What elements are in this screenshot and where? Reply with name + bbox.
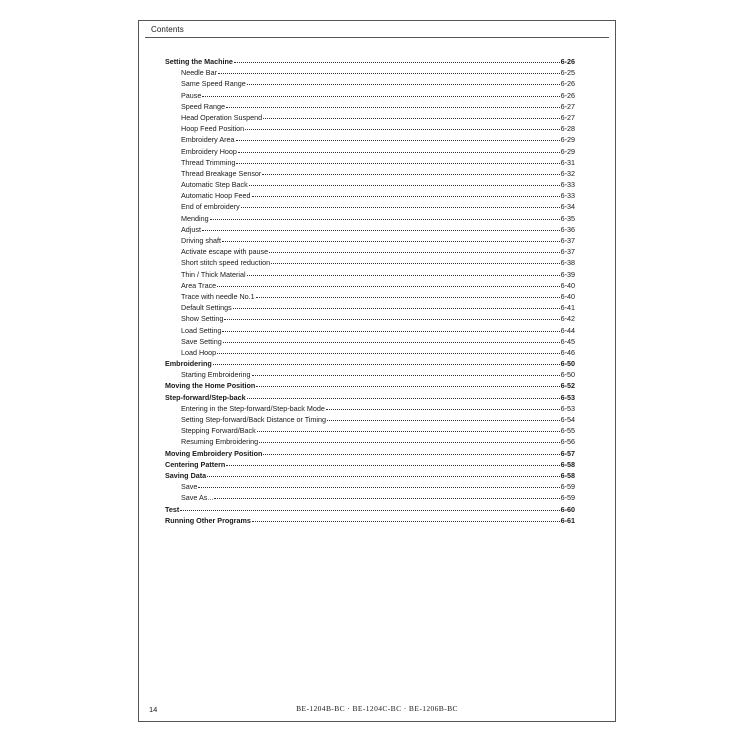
toc-leader-dots xyxy=(247,269,560,276)
toc-entry-title: Embroidery Hoop xyxy=(181,146,237,156)
toc-entry-page: 6-27 xyxy=(560,101,575,111)
toc-entry-title: Adjust xyxy=(181,224,201,234)
toc-subsection-entry[interactable] xyxy=(165,179,575,190)
toc-entry-page: 6-32 xyxy=(560,168,575,178)
toc-subsection-entry[interactable] xyxy=(165,302,575,313)
toc-entry-title: Activate escape with pause xyxy=(181,247,269,257)
toc-entry-page: 6-60 xyxy=(560,504,575,514)
toc-entry-title: Resuming Embroidering xyxy=(181,437,259,447)
toc-subsection-entry[interactable] xyxy=(165,280,575,291)
footer-page-number: 14 xyxy=(149,705,158,714)
toc-entry-page: 6-56 xyxy=(560,437,575,447)
toc-entry-title: Centering Pattern xyxy=(165,459,226,469)
toc-entry-page: 6-28 xyxy=(560,124,575,134)
toc-subsection-entry[interactable] xyxy=(165,168,575,179)
toc-entry-title: Area Trace xyxy=(181,280,217,290)
toc-subsection-entry[interactable] xyxy=(165,492,575,503)
toc-entry-page: 6-52 xyxy=(560,381,575,391)
toc-entry-title: Pause xyxy=(181,90,202,100)
toc-entry-title: Entering in the Step-forward/Step-back Mode xyxy=(181,403,325,413)
toc-subsection-entry[interactable] xyxy=(165,78,575,89)
toc-leader-dots xyxy=(224,313,559,320)
toc-entry-page: 6-27 xyxy=(560,112,575,122)
toc-leader-dots xyxy=(263,448,559,455)
toc-entry-page: 6-33 xyxy=(560,180,575,190)
toc-entry-page: 6-58 xyxy=(560,459,575,469)
toc-leader-dots xyxy=(217,280,559,287)
toc-leader-dots xyxy=(256,291,560,298)
toc-entry-title: Automatic Step Back xyxy=(181,180,248,190)
toc-subsection-entry[interactable] xyxy=(165,213,575,224)
toc-leader-dots xyxy=(252,515,560,522)
toc-leader-dots xyxy=(226,459,559,466)
toc-leader-dots xyxy=(233,302,560,309)
toc-entry-title: Save As... xyxy=(181,493,214,503)
toc-leader-dots xyxy=(207,470,559,477)
toc-subsection-entry[interactable] xyxy=(165,291,575,302)
toc-section-entry[interactable] xyxy=(165,392,575,403)
toc-subsection-entry[interactable] xyxy=(165,257,575,268)
toc-entry-title: Show Setting xyxy=(181,314,224,324)
toc-entry-page: 6-58 xyxy=(560,470,575,480)
toc-entry-page: 6-54 xyxy=(560,415,575,424)
toc-entry-title: Stepping Forward/Back xyxy=(181,426,256,436)
toc-entry-page: 6-29 xyxy=(560,146,575,156)
header-divider xyxy=(145,37,609,38)
toc-entry-title: Load Setting xyxy=(181,325,222,335)
toc-entry-page: 6-36 xyxy=(560,224,575,234)
toc-leader-dots xyxy=(214,492,559,499)
toc-section-entry[interactable] xyxy=(165,358,575,369)
toc-leader-dots xyxy=(252,190,560,197)
toc-entry-title: Embroidery Area xyxy=(181,135,235,145)
toc-leader-dots xyxy=(202,90,559,97)
toc-entry-page: 6-42 xyxy=(560,314,575,324)
toc-entry-page: 6-26 xyxy=(560,79,575,89)
toc-subsection-entry[interactable] xyxy=(165,235,575,246)
toc-subsection-entry[interactable] xyxy=(165,201,575,212)
toc-subsection-entry[interactable] xyxy=(165,414,575,425)
toc-subsection-entry[interactable] xyxy=(165,336,575,347)
toc-subsection-entry[interactable] xyxy=(165,90,575,101)
toc-leader-dots xyxy=(218,67,560,74)
toc-entry-page: 6-37 xyxy=(560,247,575,257)
toc-entry-page: 6-53 xyxy=(560,392,575,402)
toc-leader-dots xyxy=(180,504,559,511)
toc-entry-title: Trace with needle No.1 xyxy=(181,291,255,301)
toc-leader-dots xyxy=(252,369,560,376)
toc-entry-page: 6-45 xyxy=(560,336,575,346)
toc-leader-dots xyxy=(217,347,559,354)
toc-leader-dots xyxy=(236,134,560,141)
toc-leader-dots xyxy=(223,336,560,343)
toc-entry-page: 6-50 xyxy=(560,370,575,380)
toc-leader-dots xyxy=(262,168,559,175)
toc-section-entry[interactable] xyxy=(165,515,575,526)
toc-subsection-entry[interactable] xyxy=(165,157,575,168)
toc-entry-title: Save Setting xyxy=(181,336,222,346)
toc-subsection-entry[interactable] xyxy=(165,190,575,201)
toc-entry-title: Setting Step-forward/Back Distance or Timing xyxy=(181,415,327,424)
toc-subsection-entry[interactable] xyxy=(165,369,575,380)
toc-entry-title: Driving shaft xyxy=(181,236,221,245)
toc-entry-page: 6-50 xyxy=(560,359,575,369)
toc-subsection-entry[interactable] xyxy=(165,146,575,157)
toc-entry-page: 6-29 xyxy=(560,135,575,145)
toc-entry-page: 6-37 xyxy=(560,236,575,245)
toc-leader-dots xyxy=(236,157,559,164)
toc-entry-title: Embroidering xyxy=(165,359,212,369)
toc-entry-title: Load Hoop xyxy=(181,347,217,357)
toc-section-entry[interactable] xyxy=(165,470,575,481)
toc-entry-title: Moving the Home Position xyxy=(165,381,256,391)
toc-entry-page: 6-26 xyxy=(560,90,575,100)
footer-model-names: BE-1204B-BC · BE-1204C-BC · BE-1206B-BC xyxy=(296,704,458,713)
toc-entry-title: Hoop Feed Position xyxy=(181,124,245,134)
toc-entry-title: Moving Embroidery Position xyxy=(165,448,263,458)
toc-entry-title: Running Other Programs xyxy=(165,515,251,525)
toc-subsection-entry[interactable] xyxy=(165,313,575,324)
toc-leader-dots xyxy=(257,425,560,432)
toc-subsection-entry[interactable] xyxy=(165,101,575,112)
toc-entry-page: 6-57 xyxy=(560,448,575,458)
toc-subsection-entry[interactable] xyxy=(165,347,575,358)
toc-entry-page: 6-34 xyxy=(560,202,575,212)
toc-leader-dots xyxy=(247,78,560,85)
toc-entry-page: 6-38 xyxy=(560,258,575,268)
toc-entry-title: Needle Bar xyxy=(181,68,217,78)
toc-leader-dots xyxy=(249,179,560,186)
toc-entry-title: Mending xyxy=(181,213,209,223)
toc-leader-dots xyxy=(198,481,559,488)
toc-entry-page: 6-25 xyxy=(560,68,575,78)
toc-entry-page: 6-31 xyxy=(560,157,575,167)
toc-subsection-entry[interactable] xyxy=(165,481,575,492)
toc-subsection-entry[interactable] xyxy=(165,269,575,280)
toc-leader-dots xyxy=(234,56,560,63)
toc-entry-title: End of embroidery xyxy=(181,202,240,212)
toc-leader-dots xyxy=(271,257,560,264)
toc-leader-dots xyxy=(202,224,560,231)
page-header-title: Contents xyxy=(151,25,184,34)
toc-leader-dots xyxy=(327,414,560,421)
toc-entry-page: 6-55 xyxy=(560,426,575,436)
toc-entry-title: Thread Trimming xyxy=(181,157,236,167)
toc-entry-page: 6-44 xyxy=(560,325,575,335)
toc-entry-title: Short stitch speed reduction xyxy=(181,258,271,268)
toc-section-entry[interactable] xyxy=(165,448,575,459)
toc-entry-title: Thread Breakage Sensor xyxy=(181,168,262,178)
toc-entry-title: Speed Range xyxy=(181,101,225,111)
toc-subsection-entry[interactable] xyxy=(165,246,575,257)
toc-entry-page: 6-26 xyxy=(560,57,575,66)
toc-subsection-entry[interactable] xyxy=(165,123,575,134)
toc-subsection-entry[interactable] xyxy=(165,67,575,78)
toc-entry-page: 6-33 xyxy=(560,191,575,201)
toc-entry-title: Default Settings xyxy=(181,303,232,313)
toc-subsection-entry[interactable] xyxy=(165,134,575,145)
toc-leader-dots xyxy=(226,101,560,108)
toc-section-entry[interactable] xyxy=(165,380,575,391)
toc-subsection-entry[interactable] xyxy=(165,425,575,436)
toc-entry-page: 6-40 xyxy=(560,280,575,290)
toc-entry-page: 6-53 xyxy=(560,403,575,413)
toc-entry-title: Automatic Hoop Feed xyxy=(181,191,251,201)
document-page xyxy=(138,20,616,722)
toc-subsection-entry[interactable] xyxy=(165,436,575,447)
toc-entry-page: 6-41 xyxy=(560,303,575,313)
toc-subsection-entry[interactable] xyxy=(165,112,575,123)
toc-leader-dots xyxy=(263,112,559,119)
toc-leader-dots xyxy=(259,436,560,443)
toc-entry-title: Saving Data xyxy=(165,470,207,480)
toc-leader-dots xyxy=(245,123,559,130)
toc-entry-page: 6-59 xyxy=(560,493,575,503)
toc-entry-title: Thin / Thick Material xyxy=(181,269,246,279)
toc-section-entry[interactable] xyxy=(165,504,575,515)
toc-subsection-entry[interactable] xyxy=(165,325,575,336)
toc-leader-dots xyxy=(241,201,560,208)
toc-entry-title: Same Speed Range xyxy=(181,79,246,89)
toc-leader-dots xyxy=(222,235,560,242)
toc-entry-page: 6-39 xyxy=(560,269,575,279)
toc-subsection-entry[interactable] xyxy=(165,224,575,235)
toc-entry-page: 6-35 xyxy=(560,213,575,223)
toc-leader-dots xyxy=(238,146,560,153)
toc-leader-dots xyxy=(256,380,559,387)
toc-entry-title: Setting the Machine xyxy=(165,57,233,66)
toc-entry-title: Step-forward/Step-back xyxy=(165,392,246,402)
toc-entry-page: 6-40 xyxy=(560,291,575,301)
toc-entry-title: Head Operation Suspend xyxy=(181,112,263,122)
toc-entry-title: Save xyxy=(181,482,198,492)
toc-entry-page: 6-59 xyxy=(560,482,575,492)
toc-leader-dots xyxy=(213,358,560,365)
toc-subsection-entry[interactable] xyxy=(165,403,575,414)
toc-entry-title: Starting Embroidering xyxy=(181,370,251,380)
toc-section-entry[interactable] xyxy=(165,56,575,67)
toc-entry-page: 6-61 xyxy=(560,515,575,525)
toc-entry-page: 6-46 xyxy=(560,347,575,357)
toc-entry-title: Test xyxy=(165,504,180,514)
toc-leader-dots xyxy=(210,213,560,220)
toc-section-entry[interactable] xyxy=(165,459,575,470)
toc-leader-dots xyxy=(326,403,560,410)
toc-leader-dots xyxy=(222,325,559,332)
toc-leader-dots xyxy=(247,392,560,399)
table-of-contents xyxy=(165,56,575,526)
toc-leader-dots xyxy=(269,246,560,253)
